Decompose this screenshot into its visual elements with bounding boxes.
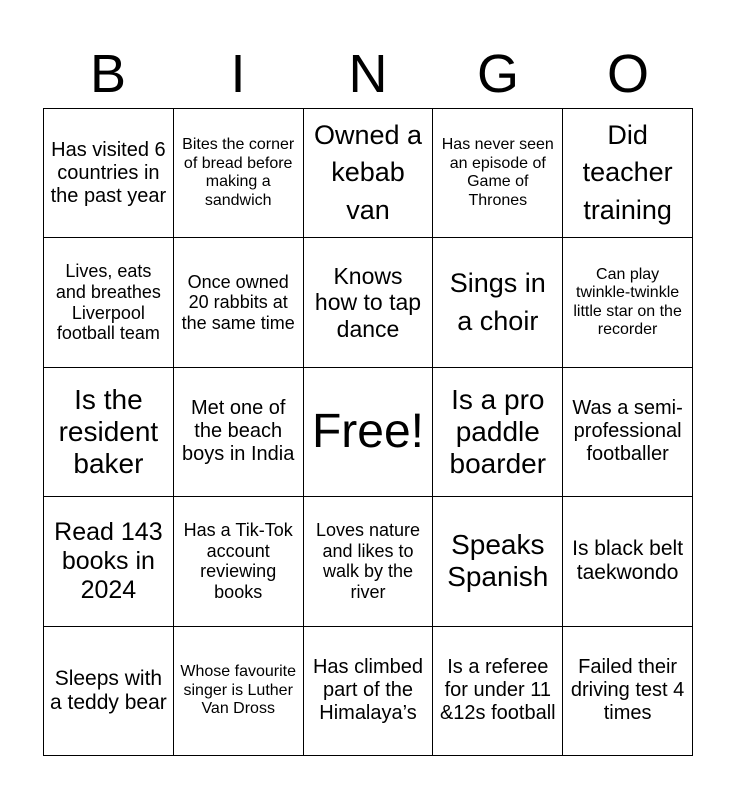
bingo-cell-r2-c4: Sings in a choir <box>433 238 563 367</box>
bingo-cell-r1-c5: Did teacher training <box>563 109 693 238</box>
bingo-cell-r2-c1: Lives, eats and breathes Liverpool football team <box>44 238 174 367</box>
header-letter-g: G <box>476 44 519 104</box>
bingo-cell-r3-c5: Was a semi-professional footballer <box>563 368 693 497</box>
bingo-cell-r4-c5: Is black belt taekwondo <box>563 497 693 626</box>
bingo-cell-r4-c4: Speaks Spanish <box>433 497 563 626</box>
header-letter-o: O <box>606 44 649 104</box>
bingo-cell-r3-c4: Is a pro paddle boarder <box>433 368 563 497</box>
bingo-cell-r4-c3: Loves nature and likes to walk by the river <box>304 497 434 626</box>
bingo-header <box>43 40 693 108</box>
header-letter-n: N <box>348 44 388 104</box>
bingo-cell-r4-c2: Has a Tik-Tok account reviewing books <box>174 497 304 626</box>
bingo-cell-r5-c4: Is a referee for under 11 &12s football <box>433 627 563 756</box>
bingo-cell-r1-c1: Has visited 6 countries in the past year <box>44 109 174 238</box>
bingo-cell-r4-c1: Read 143 books in 2024 <box>44 497 174 626</box>
bingo-cell-r1-c4: Has never seen an episode of Game of Thrones <box>433 109 563 238</box>
bingo-cell-r5-c5: Failed their driving test 4 times <box>563 627 693 756</box>
bingo-board <box>43 108 693 756</box>
bingo-cell-r5-c1: Sleeps with a teddy bear <box>44 627 174 756</box>
bingo-cell-r2-c3: Knows how to tap dance <box>304 238 434 367</box>
bingo-cell-r3-c2: Met one of the beach boys in India <box>174 368 304 497</box>
header-letter-b: B <box>89 44 127 104</box>
bingo-cell-free: Free! <box>304 368 434 497</box>
bingo-cell-r2-c2: Once owned 20 rabbits at the same time <box>174 238 304 367</box>
header-letter-i: I <box>230 44 246 104</box>
bingo-cell-r1-c3: Owned a kebab van <box>304 109 434 238</box>
bingo-cell-r5-c2: Whose favourite singer is Luther Van Dross <box>174 627 304 756</box>
bingo-cell-r5-c3: Has climbed part of the Himalaya’s <box>304 627 434 756</box>
bingo-cell-r2-c5: Can play twinkle-twinkle little star on the recorder <box>563 238 693 367</box>
bingo-cell-r3-c1: Is the resident baker <box>44 368 174 497</box>
bingo-cell-r1-c2: Bites the corner of bread before making a sandwich <box>174 109 304 238</box>
